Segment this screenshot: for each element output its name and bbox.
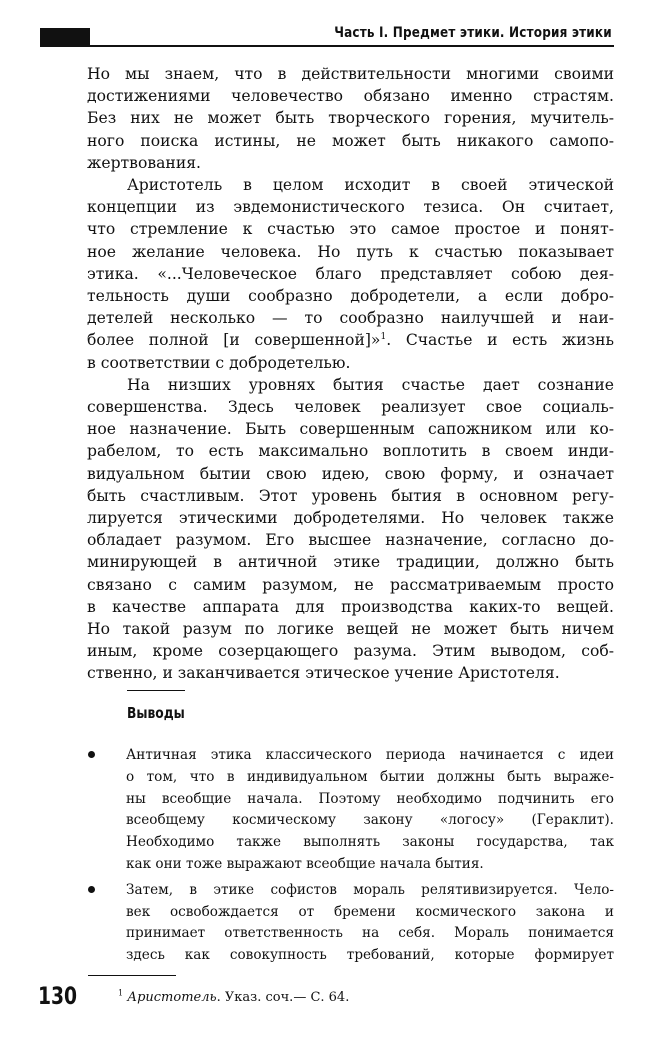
footnote-citation: . Указ. соч.— С. 64.: [216, 990, 350, 1005]
text-line: рабелом, то есть максимально воплотить в своем инди-: [87, 442, 614, 461]
text-line: связано с самим разумом, не рассматриваемым просто: [87, 575, 614, 594]
text-line-part: . Счастье и есть жизнь: [386, 331, 614, 350]
footnote-rule: [88, 975, 176, 976]
text-line: как они тоже выражают всеобщие начала бытия.: [126, 855, 484, 872]
text-line: этика. «...Человеческое благо представляет собою дея-: [87, 264, 614, 283]
text-line: о том, что в индивидуальном бытии должны быть выраже-: [126, 768, 614, 785]
list-item: [88, 880, 614, 967]
text-line: Античная этика классического периода начинается с идеи: [126, 747, 614, 763]
text-line: в качестве аппарата для производства каких-то вещей.: [87, 597, 614, 616]
conclusions-list: [88, 745, 614, 971]
text-line: быть счастливым. Этот уровень бытия в основном регу-: [87, 486, 614, 505]
text-line: Но такой разум по логике вещей не может быть ничем: [87, 620, 614, 639]
text-line: Аристотель в целом исходит в своей этической: [127, 176, 614, 195]
text-line-part: более полной [и совершенной]»: [87, 331, 381, 350]
paragraph-2: [87, 174, 614, 374]
text-line: достижениями человечество обязано именно страстям.: [87, 87, 614, 106]
footnote: [118, 990, 349, 1005]
text-line: Но мы знаем, что в действительности многими своими: [87, 65, 614, 83]
footnote-reference[interactable]: 1: [380, 332, 387, 343]
body-text: [87, 63, 614, 685]
page-number: 130: [38, 982, 78, 1010]
paragraph-3: [87, 374, 614, 685]
text-line: принимает ответственность на себя. Мораль понимается: [126, 925, 614, 942]
text-line: На низших уровнях бытия счастье дает сознание: [127, 375, 614, 394]
text-line: ного поиска истины, не может быть никакого самопо-: [87, 131, 614, 150]
bullet-icon: [88, 886, 95, 893]
footnote-author: Аристотель: [127, 990, 217, 1005]
text-line: ное желание человека. Но путь к счастью показывает: [87, 242, 614, 261]
text-line: обладает разумом. Его высшее назначение, согласно до-: [87, 531, 614, 550]
text-line: Необходимо также выполнять законы государства, так: [126, 834, 614, 851]
list-item: [88, 745, 614, 876]
section-title: Выводы: [127, 704, 185, 722]
text-line: ны всеобщие начала. Поэтому необходимо подчинить его: [126, 790, 614, 807]
text-line: всеобщему космическому закону «логосу» (Гераклит).: [126, 812, 614, 829]
text-line: в соответствии с добродетелью.: [87, 353, 351, 372]
text-line: видуальном бытии свою идею, свою форму, и означает: [87, 464, 614, 483]
text-line-with-footnote: [87, 329, 614, 351]
text-line: минирующей в античной этике традиции, должно быть: [87, 553, 614, 572]
bullet-icon: [88, 751, 95, 758]
text-line: детелей несколько — то сообразно наилучшей и наи-: [87, 309, 614, 328]
text-line: тельность души сообразно добродетели, а если добро-: [87, 287, 614, 306]
paragraph-1: [87, 63, 614, 174]
text-line: Без них не может быть творческого горения, мучитель-: [87, 109, 614, 128]
header-rule: [90, 45, 614, 47]
text-line: концепции из эвдемонистического тезиса. Он считает,: [87, 198, 614, 217]
footnote-mark: 1: [118, 988, 124, 998]
text-line: век освобождается от бремени космического закона и: [126, 903, 614, 920]
text-line: совершенства. Здесь человек реализует свое социаль-: [87, 398, 614, 417]
header-black-bar: [40, 28, 90, 47]
text-line: что стремление к счастью это самое простое и понят-: [87, 220, 614, 239]
text-line: ное назначение. Быть совершенным сапожником или ко-: [87, 420, 614, 439]
header-title: Часть I. Предмет этики. История этики: [334, 25, 612, 41]
running-header: [40, 26, 614, 48]
text-line: здесь как совокупность требований, которые формирует: [126, 947, 614, 964]
section-rule: [127, 690, 185, 691]
text-line: Затем, в этике софистов мораль релятивизируется. Чело-: [126, 881, 614, 898]
text-line: жертвования.: [87, 153, 202, 172]
text-line: лируется этическими добродетелями. Но человек также: [87, 509, 614, 528]
text-line: иным, кроме созерцающего разума. Этим выводом, соб-: [87, 642, 614, 661]
text-line: ственно, и заканчивается этическое учение Аристотеля.: [87, 664, 560, 683]
